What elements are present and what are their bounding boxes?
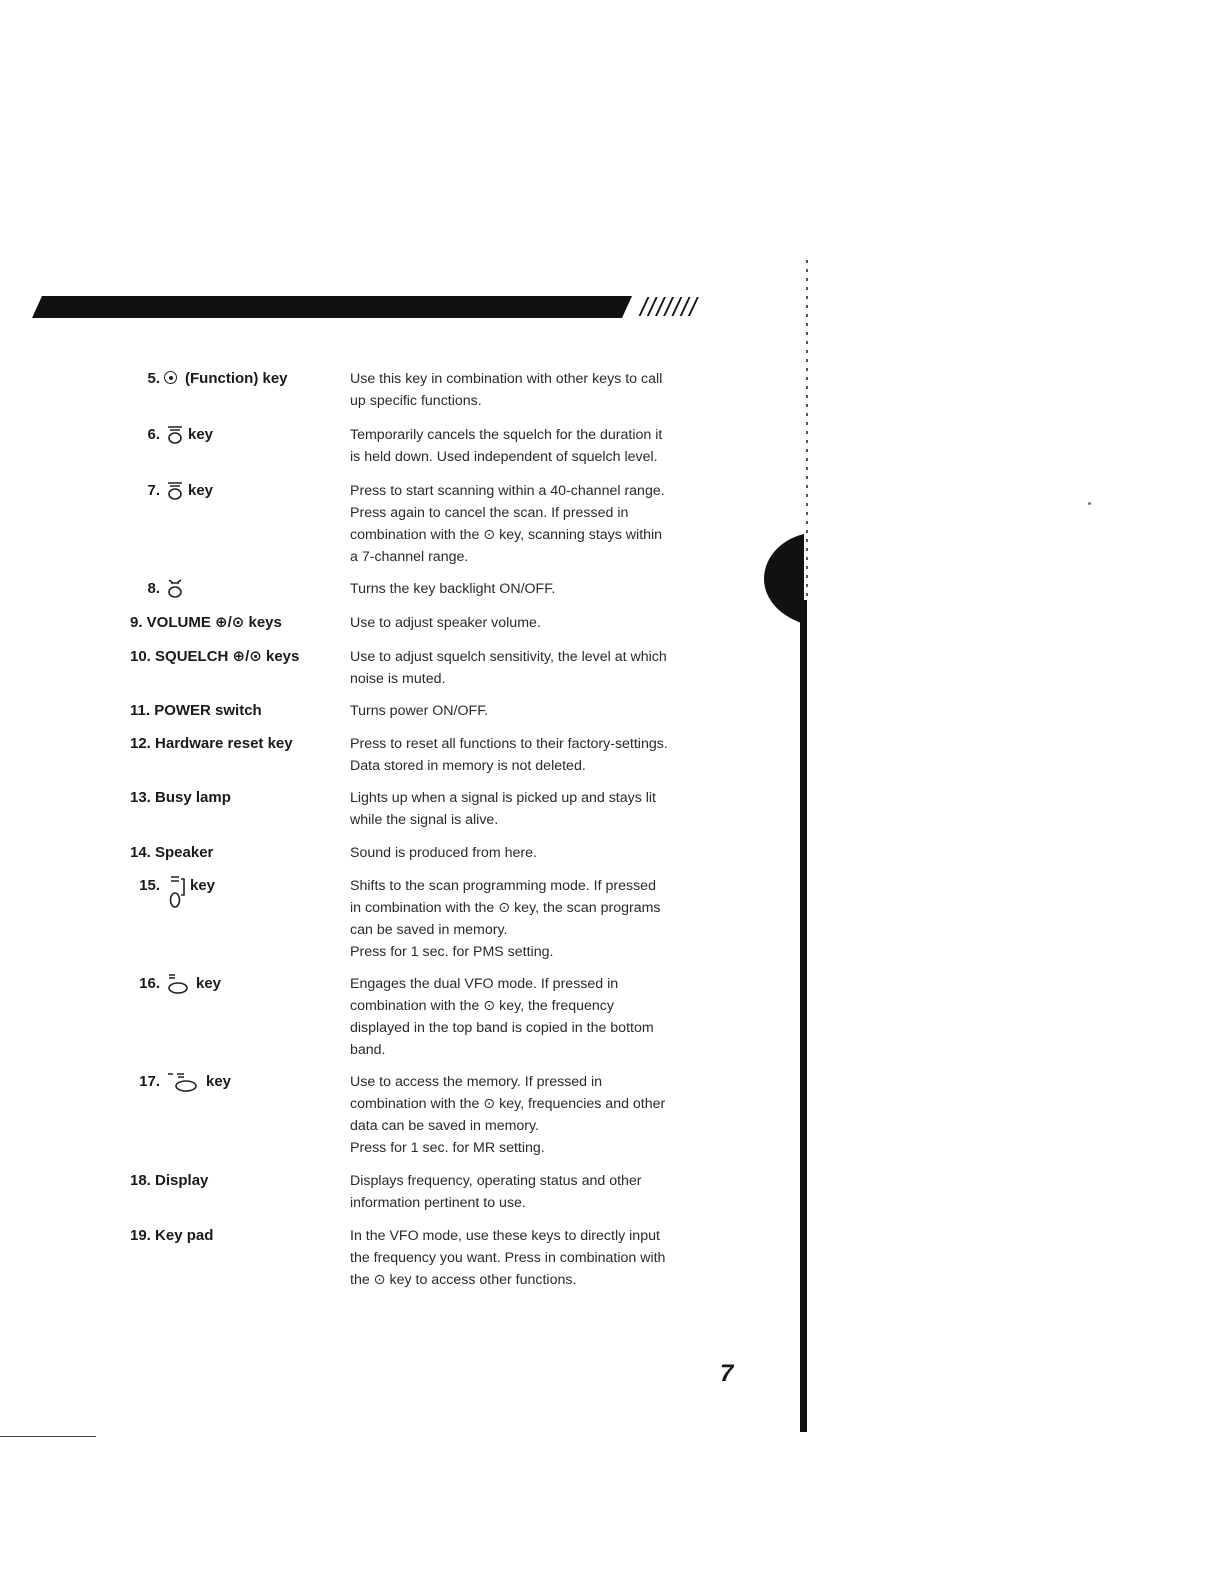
- page-number: 7: [720, 1360, 734, 1387]
- item-label: key: [160, 973, 350, 995]
- item-label: 10. SQUELCH ⊕/⊙ keys: [130, 648, 300, 665]
- item-label: 12. Hardware reset key: [130, 735, 293, 752]
- item-description: Turns the key backlight ON/OFF.: [350, 581, 556, 597]
- item-description: In the VFO mode, use these keys to directly input the frequency you want. Press in combination with the ⊙ key to access other functions.: [350, 1228, 666, 1288]
- item-label: 14. Speaker: [130, 844, 214, 861]
- item-description: Use this key in combination with other keys to call up specific functions.: [350, 371, 663, 409]
- item-description: Press to start scanning within a 40-channel range. Press again to cancel the scan. If pressed in combination with the ⊙ key, scanning stays within a 7-channel range.: [350, 483, 665, 565]
- page-edge-line: [800, 600, 807, 1432]
- item-description: Sound is produced from here.: [350, 845, 537, 861]
- item-description: Press to reset all functions to their factory-settings. Data stored in memory is not deleted.: [350, 736, 668, 774]
- item-description: Displays frequency, operating status and other information pertinent to use.: [350, 1173, 642, 1211]
- item-label: 11. POWER switch: [130, 702, 262, 719]
- item-number: 15.: [139, 877, 160, 894]
- thumb-tab: [764, 534, 808, 624]
- light-key-icon: [166, 579, 184, 599]
- item-number: 7.: [147, 482, 160, 499]
- item-description: Lights up when a signal is picked up and stays lit while the signal is alive.: [350, 790, 657, 828]
- item-label: (Function) key: [160, 368, 350, 390]
- item-description: Use to access the memory. If pressed in combination with the ⊙ key, frequencies and other data can be saved in memory. Press for 1 sec. for MR setting.: [350, 1074, 666, 1156]
- item-label: 19. Key pad: [130, 1227, 214, 1244]
- scan-speck: [1088, 502, 1091, 505]
- pms-key-icon: [166, 875, 186, 909]
- item-number: 17.: [139, 1073, 160, 1090]
- item-label: key: [160, 875, 350, 909]
- item-label: key: [160, 1071, 350, 1093]
- item-description: Engages the dual VFO mode. If pressed in combination with the ⊙ key, the frequency displayed in the top band is copied in the bottom band.: [350, 976, 654, 1058]
- item-description: Shifts to the scan programming mode. If pressed in combination with the ⊙ key, the scan programs can be saved in memory. Press for 1 sec. for PMS setting.: [350, 878, 661, 960]
- dual-vfo-key-icon: [166, 973, 192, 995]
- item-label: 18. Display: [130, 1172, 209, 1189]
- item-label: 13. Busy lamp: [130, 789, 231, 806]
- scan-artifact-line: [0, 1436, 96, 1437]
- monitor-key-icon: [166, 425, 184, 445]
- header-hatch: ///////: [640, 292, 698, 322]
- scan-key-icon: [166, 481, 184, 501]
- item-number: 5.: [147, 370, 160, 387]
- item-number: 8.: [147, 580, 160, 597]
- item-number: 16.: [139, 975, 160, 992]
- item-label: key: [160, 480, 350, 502]
- item-description: Use to adjust speaker volume.: [350, 615, 541, 631]
- header-bar: [32, 296, 632, 318]
- item-description: Use to adjust squelch sensitivity, the level at which noise is muted.: [350, 649, 667, 687]
- memory-key-icon: [166, 1071, 202, 1093]
- item-label: key: [160, 424, 350, 446]
- function-key-icon: [164, 371, 177, 384]
- item-description: Turns power ON/OFF.: [350, 703, 489, 719]
- item-label: 9. VOLUME ⊕/⊙ keys: [130, 614, 282, 631]
- item-number: 6.: [147, 426, 160, 443]
- item-label: [160, 578, 350, 600]
- item-description: Temporarily cancels the squelch for the duration it is held down. Used independent of squelch level.: [350, 427, 663, 465]
